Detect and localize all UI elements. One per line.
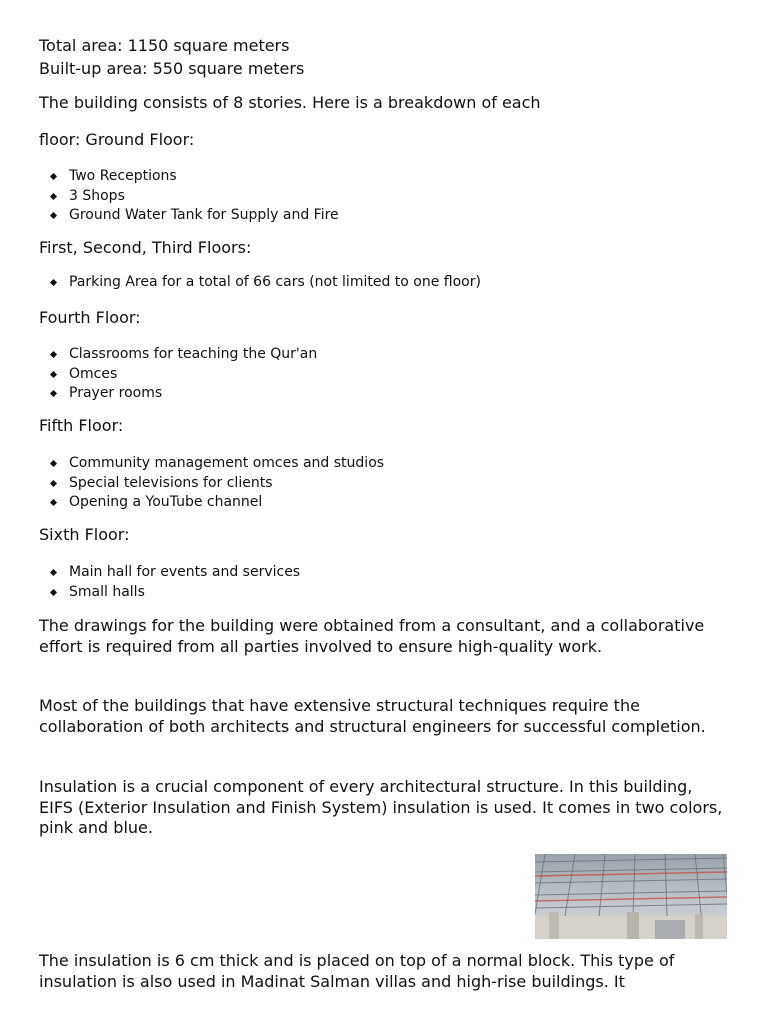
- list-item: Parking Area for a total of 66 cars (not limited to one floor): [0, 273, 481, 293]
- sixth-floor-heading: Sixth Floor:: [39, 525, 130, 544]
- insulation-detail-paragraph: The insulation is 6 cm thick and is placed on top of a normal block. This type of insulation is also used in Madinat Salman villas and high-rise buildings. It: [39, 951, 675, 991]
- list-item: Prayer rooms: [0, 384, 317, 404]
- floors-1-3-heading: First, Second, Third Floors:: [39, 238, 252, 257]
- list-item: Ground Water Tank for Supply and Fire: [0, 206, 339, 226]
- fifth-floor-heading: Fifth Floor:: [39, 416, 124, 435]
- floors-1-3-list: [0, 273, 481, 293]
- ground-floor-list: [0, 167, 339, 226]
- fifth-floor-list: [0, 454, 384, 513]
- list-item: Two Receptions: [0, 167, 339, 187]
- drawings-paragraph: The drawings for the building were obtained from a consultant, and a collaborative effort is required from all parties involved to ensure high-quality work.: [39, 616, 705, 656]
- built-up-area: Built-up area: 550 square meters: [39, 59, 305, 78]
- fourth-floor-heading: Fourth Floor:: [39, 308, 141, 327]
- intro-line-2: floor: Ground Floor:: [39, 130, 195, 149]
- total-area: Total area: 1150 square meters: [39, 36, 290, 55]
- intro-line-1: The building consists of 8 stories. Here is a breakdown of each: [39, 93, 541, 112]
- list-item: Community management omces and studios: [0, 454, 384, 474]
- list-item: Small halls: [0, 583, 300, 603]
- structural-paragraph: Most of the buildings that have extensive structural techniques require the collaboration of both architects and structural engineers for successful completion.: [39, 696, 706, 736]
- list-item: Special televisions for clients: [0, 474, 384, 494]
- ceiling-insulation-photo: [535, 854, 727, 939]
- sixth-floor-list: [0, 563, 300, 602]
- list-item: Opening a YouTube channel: [0, 493, 384, 513]
- list-item: Classrooms for teaching the Qur'an: [0, 345, 317, 365]
- list-item: Main hall for events and services: [0, 563, 300, 583]
- list-item: 3 Shops: [0, 187, 339, 207]
- list-item: Omces: [0, 365, 317, 385]
- fourth-floor-list: [0, 345, 317, 404]
- insulation-paragraph: Insulation is a crucial component of every architectural structure. In this building, EIFS (Exterior Insulation and Finish System) insulation is used. It comes in two colors, pink and blue.: [39, 777, 723, 837]
